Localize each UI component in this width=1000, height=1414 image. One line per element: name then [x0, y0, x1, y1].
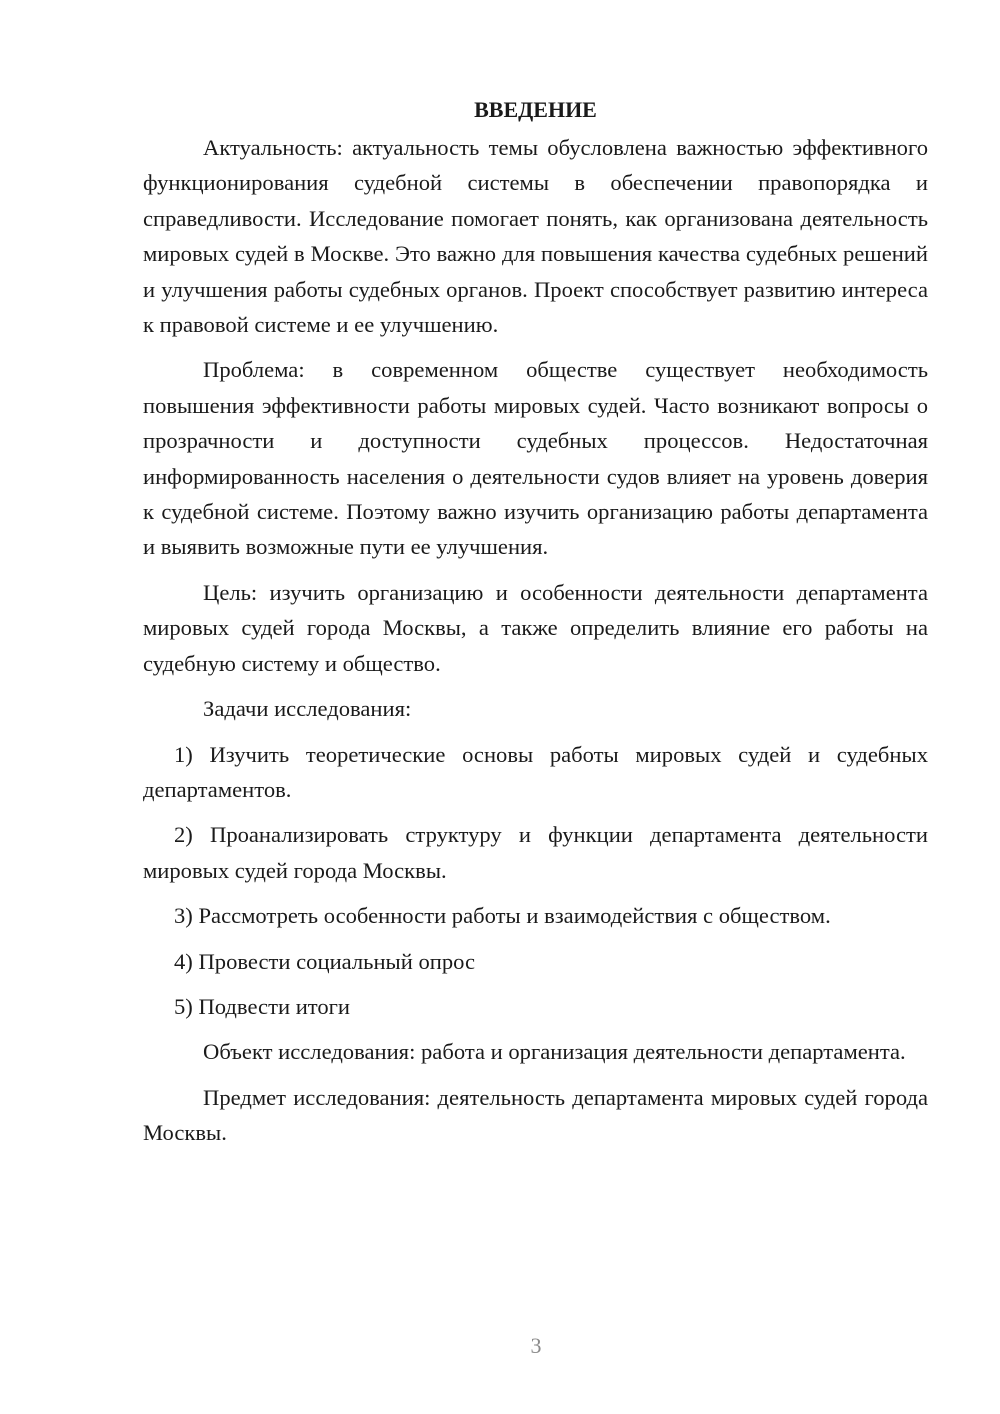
page-number: 3 — [530, 1333, 542, 1358]
document-page — [143, 92, 928, 1151]
list-item: 5) Подвести итоги — [174, 993, 351, 1019]
paragraph-tasks-intro: Задачи исследования: — [203, 696, 412, 722]
paragraph-problem: Проблема: в современном обществе существует необходимость повышения эффективности работы мировых судей. Часто возникают вопросы о прозрачности и доступности судебных процессов. Недостаточная информированность населения о деятельности судов влияет на уровень доверия к судебной системе. Поэтому важно изучить организацию работы департамента и выявить возможные пути ее улучшения. — [143, 357, 928, 560]
list-item: 2) Проанализировать структуру и функции департамента деятельности мировых судей города Москвы. — [143, 822, 928, 883]
paragraph-subject: Предмет исследования: деятельность департамента мировых судей города Москвы. — [143, 1084, 928, 1146]
list-item: 4) Провести социальный опрос — [174, 948, 476, 974]
paragraph-goal: Цель: изучить организацию и особенности деятельности департамента мировых судей города Москвы, а также определить влияние его работы на судебную систему и общество. — [143, 579, 928, 676]
section-heading: ВВЕДЕНИЕ — [474, 97, 597, 122]
task-list — [143, 737, 928, 1025]
paragraph-relevance: Актуальность: актуальность темы обусловлена важностью эффективного функционирования судебной системы в обеспечении правопорядка и справедливости. Исследование помогает понять, как организована деятельность мировых судей в Москве. Это важно для повышения качества судебных решений и улучшения работы судебных органов. Проект способствует развитию интереса к правовой системе и ее улучшению. — [143, 135, 928, 338]
paragraph-object: Объект исследования: работа и организация деятельности департамента. — [203, 1039, 906, 1065]
list-item: 3) Рассмотреть особенности работы и взаимодействия с обществом. — [174, 903, 831, 929]
list-item: 1) Изучить теоретические основы работы мировых судей и судебных департаментов. — [143, 741, 928, 802]
